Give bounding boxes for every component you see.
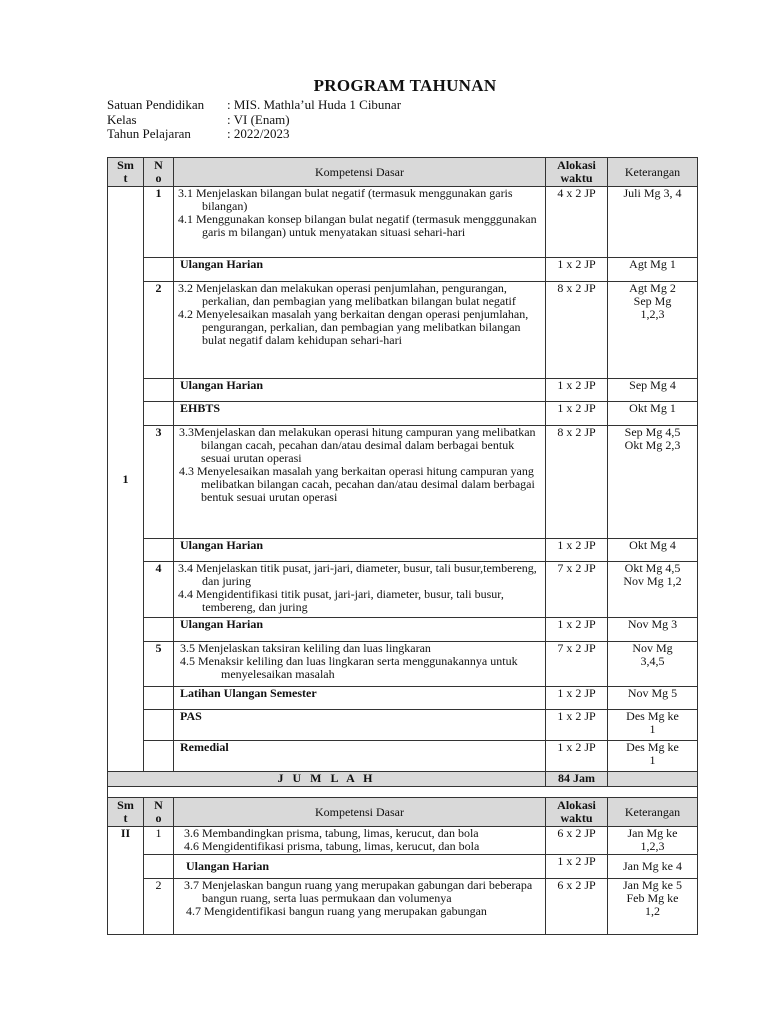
no-cell [144, 379, 174, 402]
header-no: N o [144, 798, 174, 827]
table-row [108, 710, 698, 741]
meta-row-kelas [107, 113, 401, 128]
keterangan-cell: Jan Mg ke 1,2,3 [608, 827, 698, 855]
meta-label: Kelas [107, 111, 137, 127]
meta-value: : MIS. Mathla’ul Huda 1 Cibunar [227, 97, 402, 112]
table-row [108, 879, 698, 935]
alokasi-cell: 1 x 2 JP [546, 741, 608, 772]
keterangan-cell: Okt Mg 1 [608, 402, 698, 426]
alokasi-cell: 6 x 2 JP [546, 879, 608, 935]
alokasi-cell: 1 x 2 JP [546, 710, 608, 741]
table-row [108, 618, 698, 642]
alokasi-cell: 1 x 2 JP [546, 687, 608, 710]
keterangan-cell: Nov Mg 5 [608, 687, 698, 710]
kd-cell: EHBTS [174, 402, 546, 426]
no-cell: 2 [144, 879, 174, 935]
meta-label: Satuan Pendidikan [107, 97, 205, 112]
jumlah-empty [608, 772, 698, 787]
meta-row-satuan [107, 98, 401, 113]
alokasi-cell: 7 x 2 JP [546, 562, 608, 618]
no-cell: 1 [144, 187, 174, 258]
kd-cell: PAS [174, 710, 546, 741]
header-alokasi: Alokasi waktu [546, 158, 608, 187]
no-cell [144, 402, 174, 426]
header-keterangan: Keterangan [608, 158, 698, 187]
alokasi-cell: 8 x 2 JP [546, 426, 608, 539]
meta-label: Tahun Pelajaran [107, 126, 191, 141]
keterangan-cell: Des Mg ke 1 [608, 741, 698, 772]
header-kompetensi-dasar: Kompetensi Dasar [174, 798, 546, 827]
kd-cell: 3.5 Menjelaskan taksiran keliling dan luas lingkaran 4.5 Menaksir keliling dan luas lingkaran serta menggunakannya untuk menyelesaikan masalah [174, 642, 546, 687]
kd-cell: Ulangan Harian [174, 258, 546, 282]
jumlah-row [108, 772, 698, 787]
keterangan-cell: Nov Mg 3 [608, 618, 698, 642]
table-row [108, 642, 698, 687]
alokasi-cell: 8 x 2 JP [546, 282, 608, 379]
kd-cell: Ulangan Harian [174, 379, 546, 402]
keterangan-cell: Sep Mg 4 [608, 379, 698, 402]
keterangan-cell: Jan Mg ke 4 [608, 855, 698, 879]
table-header-row [108, 798, 698, 827]
keterangan-cell: Okt Mg 4 [608, 539, 698, 562]
keterangan-cell: Juli Mg 3, 4 [608, 187, 698, 258]
alokasi-cell: 6 x 2 JP [546, 827, 608, 855]
alokasi-cell: 4 x 2 JP [546, 187, 608, 258]
program-table-semester-2 [107, 797, 698, 935]
no-cell [144, 855, 174, 879]
kd-cell: Remedial [174, 741, 546, 772]
kd-cell: Ulangan Harian [174, 539, 546, 562]
header-keterangan: Keterangan [608, 798, 698, 827]
table-row [108, 187, 698, 258]
keterangan-cell: Agt Mg 1 [608, 258, 698, 282]
alokasi-cell: 1 x 2 JP [546, 618, 608, 642]
program-table-semester-1 [107, 157, 698, 801]
meta-row-tahun [107, 127, 401, 142]
meta-value: : 2022/2023 [227, 126, 290, 141]
table-row [108, 827, 698, 855]
kd-cell: 3.3Menjelaskan dan melakukan operasi hitung campuran yang melibatkan bilangan cacah, pecahan dan/atau desimal dalam berbagai bentuk sesuai urutan operasi 4.3 Menyelesaikan masalah yang berkaitan operasi hitung campuran yang melibatkan bilangan cacah, pecahan dan/atau desimal dalam berbagai bentuk sesuai urutan operasi [174, 426, 546, 539]
alokasi-cell: 1 x 2 JP [546, 258, 608, 282]
no-cell [144, 258, 174, 282]
semester-cell: 1 [108, 187, 144, 772]
header-smt: Sm t [108, 798, 144, 827]
no-cell [144, 741, 174, 772]
header-kompetensi-dasar: Kompetensi Dasar [174, 158, 546, 187]
keterangan-cell: Agt Mg 2 Sep Mg 1,2,3 [608, 282, 698, 379]
no-cell: 2 [144, 282, 174, 379]
table-row [108, 687, 698, 710]
keterangan-cell: Jan Mg ke 5 Feb Mg ke 1,2 [608, 879, 698, 935]
jumlah-value: 84 Jam [546, 772, 608, 787]
table-row [108, 258, 698, 282]
no-cell [144, 539, 174, 562]
alokasi-cell: 1 x 2 JP [546, 402, 608, 426]
table-header-row [108, 158, 698, 187]
header-no: N o [144, 158, 174, 187]
no-cell [144, 687, 174, 710]
no-cell [144, 710, 174, 741]
no-cell: 5 [144, 642, 174, 687]
no-cell: 3 [144, 426, 174, 539]
keterangan-cell: Okt Mg 4,5 Nov Mg 1,2 [608, 562, 698, 618]
table-row [108, 855, 698, 879]
no-cell: 1 [144, 827, 174, 855]
kd-cell: 3.6 Membandingkan prisma, tabung, limas, kerucut, dan bola 4.6 Mengidentifikasi prisma, tabung, limas, kerucut, dan bola [174, 827, 546, 855]
keterangan-cell: Sep Mg 4,5 Okt Mg 2,3 [608, 426, 698, 539]
table-row [108, 379, 698, 402]
kd-cell: Ulangan Harian [174, 855, 546, 879]
semester-cell: II [108, 827, 144, 935]
kd-cell: 3.1 Menjelaskan bilangan bulat negatif (termasuk menggunakan garis bilangan) 4.1 Menggunakan konsep bilangan bulat negatif (termasuk mengggunakan garis m bilangan) untuk menyatakan situasi sehari-hari [174, 187, 546, 258]
jumlah-label: J U M L A H [108, 772, 546, 787]
no-cell: 4 [144, 562, 174, 618]
header-smt: Sm t [108, 158, 144, 187]
table-row [108, 539, 698, 562]
table-row [108, 741, 698, 772]
kd-cell: 3.7 Menjelaskan bangun ruang yang merupakan gabungan dari beberapa bangun ruang, serta luas permukaan dan volumenya 4.7 Mengidentifikasi bangun ruang yang merupakan gabungan [174, 879, 546, 935]
kd-cell: Latihan Ulangan Semester [174, 687, 546, 710]
table-row [108, 402, 698, 426]
kd-cell: 3.4 Menjelaskan titik pusat, jari-jari, diameter, busur, tali busur,tembereng, dan juring 4.4 Mengidentifikasi titik pusat, jari-jari, diameter, busur, tali busur, tembereng, dan juring [174, 562, 546, 618]
header-alokasi: Alokasi waktu [546, 798, 608, 827]
kd-cell: 3.2 Menjelaskan dan melakukan operasi penjumlahan, pengurangan, perkalian, dan pembagian yang melibatkan bilangan bulat negatif 4.2 Menyelesaikan masalah yang berkaitan dengan operasi penjumlahan, pengurangan, perkalian, dan pembagian yang melibatkan bilangan bulat negatif dalam kehidupan sehari-hari [174, 282, 546, 379]
no-cell [144, 618, 174, 642]
document-meta [107, 98, 401, 142]
kd-cell: Ulangan Harian [174, 618, 546, 642]
table-row [108, 282, 698, 379]
keterangan-cell: Des Mg ke 1 [608, 710, 698, 741]
page-title: PROGRAM TAHUNAN [313, 76, 497, 95]
table-row [108, 426, 698, 539]
alokasi-cell: 1 x 2 JP [546, 539, 608, 562]
alokasi-cell: 7 x 2 JP [546, 642, 608, 687]
table-row [108, 562, 698, 618]
keterangan-cell: Nov Mg 3,4,5 [608, 642, 698, 687]
alokasi-cell: 1 x 2 JP [546, 855, 608, 879]
meta-value: : VI (Enam) [227, 111, 290, 127]
alokasi-cell: 1 x 2 JP [546, 379, 608, 402]
